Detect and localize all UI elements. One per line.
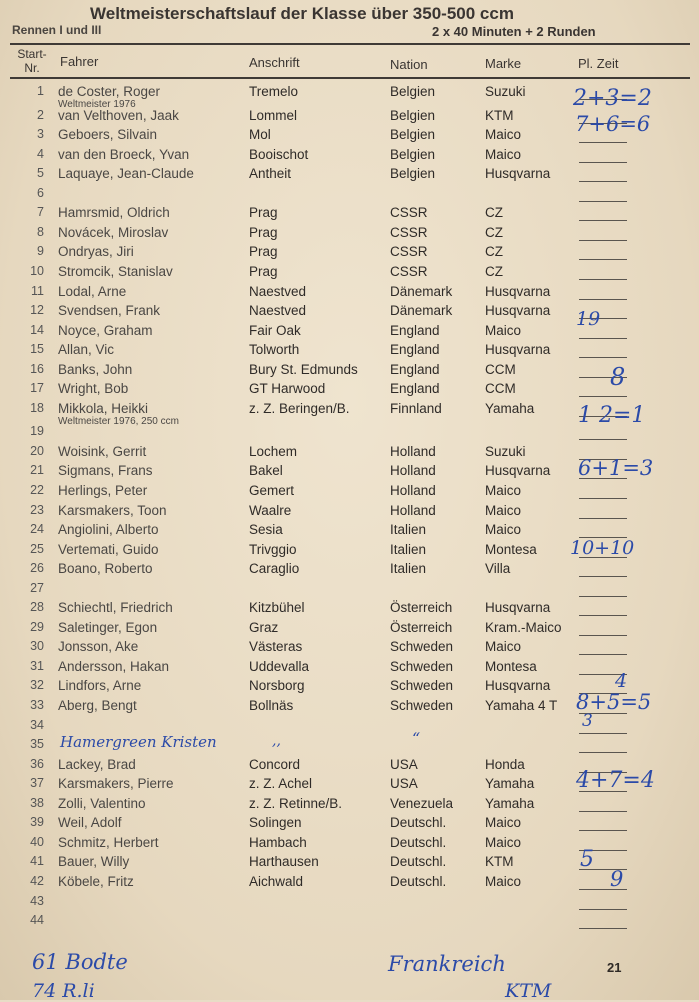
table-row <box>0 835 699 855</box>
result-blank-line <box>579 635 627 636</box>
driver-nation: England <box>390 323 440 338</box>
driver-name: Sigmans, Frans <box>58 463 153 478</box>
start-number: 20 <box>30 444 44 458</box>
driver-make: Honda <box>485 757 525 772</box>
driver-make: Montesa <box>485 542 537 557</box>
result-blank-line <box>579 338 627 339</box>
table-row <box>0 284 699 304</box>
table-row <box>0 483 699 503</box>
col-marke: Marke <box>485 56 522 71</box>
result-blank-line <box>579 299 627 300</box>
result-blank-line <box>579 357 627 358</box>
result-blank-line <box>579 909 627 910</box>
driver-name: Schiechtl, Friedrich <box>58 600 173 615</box>
start-number: 1 <box>37 84 44 98</box>
driver-make: KTM <box>485 854 514 869</box>
driver-nation: Deutschl. <box>390 874 447 889</box>
handwritten-bottom-note: 61 Bodte <box>32 950 128 974</box>
start-number: 18 <box>30 401 44 415</box>
driver-nation: Dänemark <box>390 284 453 299</box>
driver-make: Suzuki <box>485 84 526 99</box>
driver-make: Husqvarna <box>485 342 551 357</box>
table-row <box>0 205 699 225</box>
driver-nation: CSSR <box>390 264 428 279</box>
driver-address: Prag <box>249 205 278 220</box>
driver-make: Husqvarna <box>485 678 551 693</box>
result-blank-line <box>579 240 627 241</box>
driver-name: Noyce, Graham <box>58 323 153 338</box>
driver-make: CCM <box>485 362 516 377</box>
driver-address: Sesia <box>249 522 283 537</box>
driver-make: Yamaha 4 T <box>485 698 558 713</box>
header-rule-bottom <box>10 77 690 79</box>
handwritten-result-36: 4+7=4 <box>576 768 655 793</box>
driver-make: Husqvarna <box>485 463 551 478</box>
table-row <box>0 913 699 933</box>
driver-address: Aichwald <box>249 874 304 889</box>
col-pl-zeit: Pl. Zeit <box>578 56 619 71</box>
driver-address: Hambach <box>249 835 307 850</box>
driver-address: Concord <box>249 757 301 772</box>
driver-make: Suzuki <box>485 444 526 459</box>
start-number: 15 <box>30 342 44 356</box>
driver-name: Jonsson, Ake <box>58 639 139 654</box>
driver-make: Maico <box>485 874 522 889</box>
start-number: 21 <box>30 463 44 477</box>
table-row <box>0 186 699 206</box>
driver-address: Lommel <box>249 108 298 123</box>
driver-make: Yamaha <box>485 796 535 811</box>
start-number: 41 <box>30 854 44 868</box>
driver-address: Prag <box>249 225 278 240</box>
driver-make: Maico <box>485 522 522 537</box>
driver-address: Fair Oak <box>249 323 301 338</box>
handwritten-result-16: 8 <box>610 363 626 391</box>
handwritten-result-31: 4 <box>615 670 628 692</box>
start-number: 7 <box>37 205 44 219</box>
driver-nation: Österreich <box>390 620 453 635</box>
driver-name: Geboers, Silvain <box>58 127 158 142</box>
driver-make: Maico <box>485 147 522 162</box>
driver-make: Husqvarna <box>485 284 551 299</box>
driver-nation: Deutschl. <box>390 835 447 850</box>
driver-address: Gemert <box>249 483 295 498</box>
handwritten-bottom-note-2: 74 R.li <box>32 980 95 1002</box>
start-number: 12 <box>30 303 44 317</box>
driver-address: Mol <box>249 127 271 142</box>
table-row <box>0 874 699 894</box>
driver-make: CZ <box>485 244 503 259</box>
driver-nation: Venezuela <box>390 796 454 811</box>
start-number: 43 <box>30 894 44 908</box>
page-title: Weltmeisterschaftslauf der Klasse über 350-500 ccm <box>90 4 514 23</box>
driver-make: CZ <box>485 264 503 279</box>
driver-address: GT Harwood <box>249 381 326 396</box>
driver-name: Zolli, Valentino <box>58 796 146 811</box>
table-row <box>0 225 699 245</box>
race-duration: 2 x 40 Minuten + 2 Runden <box>432 24 596 39</box>
driver-nation: Italien <box>390 542 427 557</box>
handwritten-result-20: 6+1=3 <box>578 456 654 480</box>
driver-make: Maico <box>485 835 522 850</box>
driver-make: CCM <box>485 381 516 396</box>
driver-address: Prag <box>249 244 278 259</box>
driver-nation: Holland <box>390 483 436 498</box>
driver-make: Maico <box>485 639 522 654</box>
driver-name: Allan, Vic <box>58 342 115 357</box>
table-row <box>0 342 699 362</box>
start-number: 44 <box>30 913 44 927</box>
result-blank-line <box>579 220 627 221</box>
driver-make: Kram.-Maico <box>485 620 562 635</box>
driver-name: de Coster, Roger <box>58 84 161 99</box>
driver-nation: CSSR <box>390 205 428 220</box>
table-row <box>0 166 699 186</box>
start-number: 28 <box>30 600 44 614</box>
result-blank-line <box>579 654 627 655</box>
driver-nation: Belgien <box>390 84 436 99</box>
start-number: 24 <box>30 522 44 536</box>
driver-name: Svendsen, Frank <box>58 303 161 318</box>
start-number: 4 <box>37 147 44 161</box>
driver-address: Prag <box>249 264 278 279</box>
table-row <box>0 561 699 581</box>
driver-make: Yamaha <box>485 401 535 416</box>
handwritten-result-12: 19 <box>576 308 601 330</box>
race-subtitle: Rennen I und III <box>12 23 102 37</box>
handwritten-result-32: 8+5=5 <box>576 690 652 714</box>
driver-name: Ondryas, Jiri <box>58 244 134 259</box>
driver-address: z. Z. Retinne/B. <box>249 796 343 811</box>
start-number: 23 <box>30 503 44 517</box>
table-row <box>0 600 699 620</box>
start-number: 14 <box>30 323 44 337</box>
driver-name: Wright, Bob <box>58 381 129 396</box>
driver-nation: England <box>390 381 440 396</box>
driver-nation: Schweden <box>390 659 454 674</box>
driver-name: van Velthoven, Jaak <box>58 108 179 123</box>
start-number: 2 <box>37 108 44 122</box>
driver-address: Tolworth <box>249 342 300 357</box>
start-number: 37 <box>30 776 44 790</box>
table-row <box>0 264 699 284</box>
driver-name: Andersson, Hakan <box>58 659 170 674</box>
driver-name: Karsmakers, Toon <box>58 503 167 518</box>
driver-note: Weltmeister 1976 <box>58 99 136 110</box>
handwritten-result-1: 2+3=2 <box>573 86 652 111</box>
start-number: 40 <box>30 835 44 849</box>
table-row <box>0 815 699 835</box>
start-number: 34 <box>30 718 44 732</box>
col-fahrer: Fahrer <box>60 54 99 69</box>
driver-nation: England <box>390 342 440 357</box>
start-number: 9 <box>37 244 44 258</box>
start-number: 22 <box>30 483 44 497</box>
result-blank-line <box>579 498 627 499</box>
handwritten-result-33: 3 <box>582 711 593 731</box>
start-number: 10 <box>30 264 44 278</box>
result-blank-line <box>579 615 627 616</box>
driver-name: Laquaye, Jean-Claude <box>58 166 194 181</box>
start-number: 29 <box>30 620 44 634</box>
driver-address: Uddevalla <box>249 659 310 674</box>
start-number: 25 <box>30 542 44 556</box>
driver-address: Västeras <box>249 639 303 654</box>
result-blank-line <box>579 576 627 577</box>
driver-nation: USA <box>390 757 418 772</box>
driver-address: Antheit <box>249 166 292 181</box>
col-anschrift: Anschrift <box>249 55 300 70</box>
driver-name: Karsmakers, Pierre <box>58 776 174 791</box>
driver-nation: Belgien <box>390 108 436 123</box>
driver-address: Naestved <box>249 303 307 318</box>
handwritten-name-34: Hamergreen Kristen <box>60 733 217 751</box>
driver-name: Banks, John <box>58 362 133 377</box>
handwritten-result-24: 10+10 <box>570 537 635 559</box>
driver-address: Waalre <box>249 503 292 518</box>
driver-address: Harthausen <box>249 854 319 869</box>
result-blank-line <box>579 733 627 734</box>
driver-name: Bauer, Willy <box>58 854 130 869</box>
driver-make: Husqvarna <box>485 600 551 615</box>
driver-nation: Finnland <box>390 401 442 416</box>
result-blank-line <box>579 201 627 202</box>
driver-name: Stromcik, Stanislav <box>58 264 173 279</box>
driver-name: Woisink, Gerrit <box>58 444 147 459</box>
driver-make: Maico <box>485 127 522 142</box>
driver-make: CZ <box>485 205 503 220</box>
driver-make: Husqvarna <box>485 303 551 318</box>
driver-name: Aberg, Bengt <box>58 698 137 713</box>
start-number: 31 <box>30 659 44 673</box>
table-row <box>0 659 699 679</box>
driver-nation: Holland <box>390 503 436 518</box>
handwritten-result-2: 7+6=6 <box>575 112 651 136</box>
page-number: 21 <box>607 960 622 975</box>
handwritten-bottom-marke: KTM <box>505 980 552 1002</box>
handwritten-ditto-anschrift: ,, <box>272 733 281 749</box>
result-blank-line <box>579 439 627 440</box>
table-row <box>0 854 699 874</box>
driver-nation: Italien <box>390 522 427 537</box>
start-number: 30 <box>30 639 44 653</box>
result-blank-line <box>579 181 627 182</box>
driver-name: Köbele, Fritz <box>58 874 134 889</box>
handwritten-result-40: 5 <box>580 847 594 872</box>
table-row <box>0 147 699 167</box>
driver-make: Maico <box>485 483 522 498</box>
driver-name: van den Broeck, Yvan <box>58 147 190 162</box>
driver-nation: Schweden <box>390 678 454 693</box>
start-number: 39 <box>30 815 44 829</box>
driver-nation: USA <box>390 776 418 791</box>
result-blank-line <box>579 259 627 260</box>
driver-make: KTM <box>485 108 514 123</box>
driver-address: Bury St. Edmunds <box>249 362 358 377</box>
result-blank-line <box>579 596 627 597</box>
driver-name: Lindfors, Arne <box>58 678 142 693</box>
start-number: 3 <box>37 127 44 141</box>
table-row <box>0 503 699 523</box>
header-rule-top <box>10 43 690 45</box>
driver-name: Schmitz, Herbert <box>58 835 159 850</box>
start-number: 8 <box>37 225 44 239</box>
driver-address: Lochem <box>249 444 298 459</box>
driver-address: Bakel <box>249 463 283 478</box>
driver-address: z. Z. Achel <box>249 776 313 791</box>
driver-name: Angiolini, Alberto <box>58 522 159 537</box>
driver-nation: CSSR <box>390 225 428 240</box>
driver-address: Kitzbühel <box>249 600 305 615</box>
driver-name: Herlings, Peter <box>58 483 148 498</box>
driver-nation: Belgien <box>390 166 436 181</box>
handwritten-ditto-nation: “ <box>412 729 421 748</box>
driver-nation: Dänemark <box>390 303 453 318</box>
driver-make: Yamaha <box>485 776 535 791</box>
driver-nation: Schweden <box>390 639 454 654</box>
driver-make: Maico <box>485 503 522 518</box>
start-number: 32 <box>30 678 44 692</box>
driver-make: Villa <box>485 561 511 576</box>
driver-name: Novácek, Miroslav <box>58 225 169 240</box>
result-blank-line <box>579 142 627 143</box>
table-row <box>0 894 699 914</box>
driver-make: Husqvarna <box>485 166 551 181</box>
start-number: 36 <box>30 757 44 771</box>
driver-nation: Österreich <box>390 600 453 615</box>
driver-nation: Italien <box>390 561 427 576</box>
driver-address: Booischot <box>249 147 309 162</box>
driver-name: Mikkola, Heikki <box>58 401 149 416</box>
driver-name: Saletinger, Egon <box>58 620 158 635</box>
table-row <box>0 796 699 816</box>
driver-nation: Holland <box>390 463 436 478</box>
table-row <box>0 620 699 640</box>
driver-nation: Holland <box>390 444 436 459</box>
driver-address: Graz <box>249 620 279 635</box>
start-number: 26 <box>30 561 44 575</box>
driver-nation: CSSR <box>390 244 428 259</box>
driver-name: Vertemati, Guido <box>58 542 159 557</box>
col-start-nr: Start- Nr. <box>17 47 47 75</box>
start-number: 33 <box>30 698 44 712</box>
table-row <box>0 381 699 401</box>
driver-make: CZ <box>485 225 503 240</box>
driver-make: Montesa <box>485 659 537 674</box>
driver-name: Boano, Roberto <box>58 561 153 576</box>
handwritten-result-41: 9 <box>610 867 624 891</box>
result-blank-line <box>579 162 627 163</box>
table-row <box>0 244 699 264</box>
driver-make: Maico <box>485 815 522 830</box>
driver-address: Norsborg <box>249 678 305 693</box>
driver-address: Tremelo <box>249 84 299 99</box>
start-number: 19 <box>30 424 44 438</box>
start-number: 5 <box>37 166 44 180</box>
driver-address: Caraglio <box>249 561 300 576</box>
driver-make: Maico <box>485 323 522 338</box>
driver-nation: Deutschl. <box>390 815 447 830</box>
result-blank-line <box>579 752 627 753</box>
driver-name: Lackey, Brad <box>58 757 136 772</box>
result-blank-line <box>579 518 627 519</box>
result-blank-line <box>579 396 627 397</box>
driver-nation: Belgien <box>390 147 436 162</box>
driver-address: z. Z. Beringen/B. <box>249 401 350 416</box>
driver-address: Naestved <box>249 284 307 299</box>
driver-nation: Deutschl. <box>390 854 447 869</box>
start-number: 27 <box>30 581 44 595</box>
col-nation: Nation <box>390 57 428 72</box>
driver-nation: England <box>390 362 440 377</box>
start-number: 38 <box>30 796 44 810</box>
result-blank-line <box>579 811 627 812</box>
driver-name: Weil, Adolf <box>58 815 122 830</box>
start-number: 17 <box>30 381 44 395</box>
result-blank-line <box>579 928 627 929</box>
driver-address: Trivggio <box>249 542 297 557</box>
start-number: 16 <box>30 362 44 376</box>
result-blank-line <box>579 830 627 831</box>
driver-note: Weltmeister 1976, 250 ccm <box>58 416 179 427</box>
handwritten-result-18: 1 2=1 <box>578 403 646 428</box>
driver-address: Bollnäs <box>249 698 294 713</box>
table-row <box>0 581 699 601</box>
driver-name: Hamrsmid, Oldrich <box>58 205 170 220</box>
start-number: 11 <box>31 284 44 298</box>
handwritten-bottom-nation: Frankreich <box>388 952 506 976</box>
result-blank-line <box>579 279 627 280</box>
table-row <box>0 639 699 659</box>
driver-address: Solingen <box>249 815 302 830</box>
start-number: 35 <box>30 737 44 751</box>
driver-nation: Belgien <box>390 127 436 142</box>
start-number: 42 <box>30 874 44 888</box>
start-number: 6 <box>37 186 44 200</box>
table-row <box>0 362 699 382</box>
driver-name: Lodal, Arne <box>58 284 127 299</box>
driver-nation: Schweden <box>390 698 454 713</box>
